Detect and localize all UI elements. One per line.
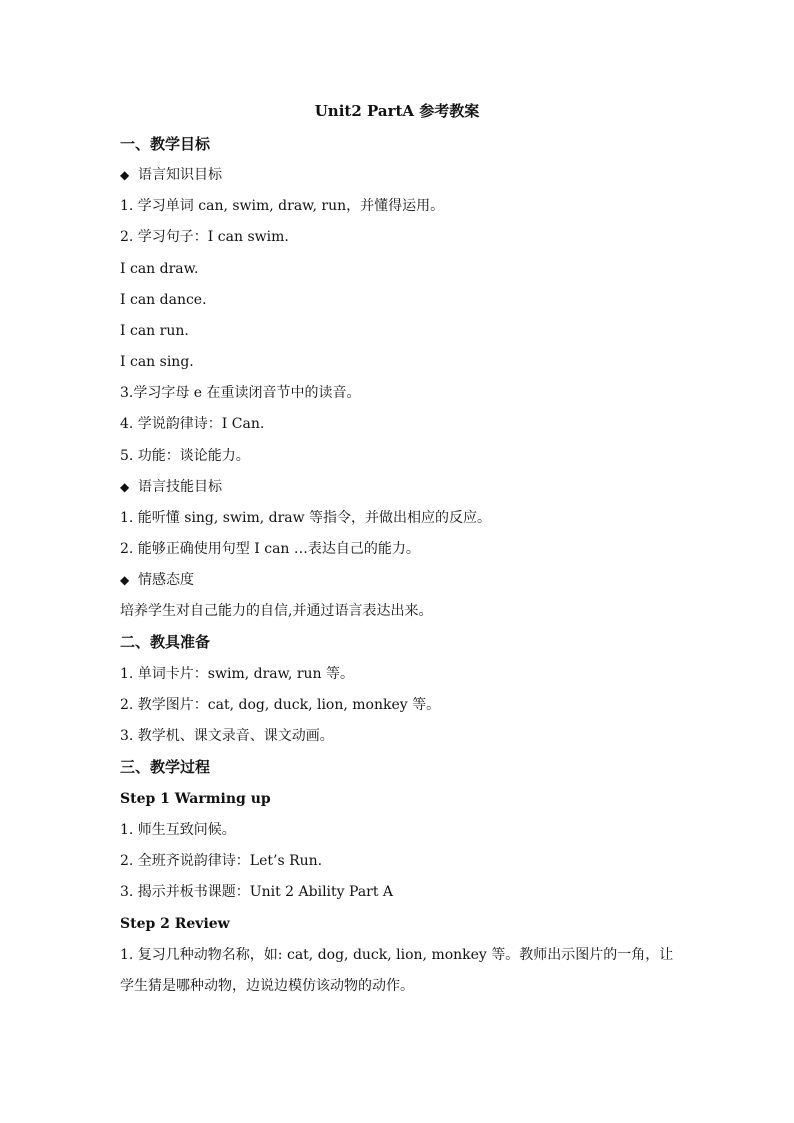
sentence-line: I can dance. (120, 292, 207, 308)
paragraph: 1. 复习几种动物名称，如: cat, dog, duck, lion, monkey 等。教师出示图片的一角，让学生猜是哪种动物，边说边模仿该动物的动作。 (120, 947, 674, 994)
section-heading-materials: 二、教具准备 (120, 633, 211, 651)
paragraph: 培养学生对自己能力的自信,并通过语言表达出来。 (120, 603, 433, 619)
section-heading-goals: 一、教学目标 (120, 135, 211, 153)
diamond-bullet-icon: ◆ (120, 168, 130, 182)
list-item: 1. 单词卡片：swim, draw, run 等。 (120, 666, 355, 682)
list-item: 5. 功能：谈论能力。 (120, 448, 250, 464)
list-item: 2. 学习句子：I can swim. (120, 229, 289, 245)
document-title: Unit2 PartA 参考教案 (314, 102, 480, 120)
subheading-attitude (120, 569, 680, 591)
step-heading: Step 1 Warming up (120, 791, 271, 807)
step-heading: Step 2 Review (120, 916, 230, 932)
list-item: 3. 揭示并板书课题：Unit 2 Ability Part A (120, 884, 394, 900)
sentence-line: I can draw. (120, 261, 199, 277)
list-item: 1. 能听懂 sing, swim, draw 等指令，并做出相应的反应。 (120, 510, 492, 526)
diamond-bullet-icon: ◆ (120, 480, 130, 494)
subheading-label: 语言技能目标 (138, 479, 222, 495)
list-item: 3.学习字母 e 在重读闭音节中的读音。 (120, 385, 361, 401)
subheading-language-knowledge (120, 164, 680, 186)
subheading-label: 语言知识目标 (138, 167, 222, 183)
list-item: 1. 学习单词 can, swim, draw, run，并懂得运用。 (120, 198, 445, 214)
sentence-line: I can run. (120, 323, 189, 339)
subheading-language-skills (120, 476, 680, 498)
list-item: 4. 学说韵律诗：I Can. (120, 416, 265, 432)
diamond-bullet-icon: ◆ (120, 573, 130, 587)
list-item: 3. 教学机、课文录音、课文动画。 (120, 728, 334, 744)
subheading-label: 情感态度 (138, 572, 194, 588)
list-item: 2. 教学图片：cat, dog, duck, lion, monkey 等。 (120, 697, 441, 713)
sentence-line: I can sing. (120, 354, 194, 370)
list-item: 1. 师生互致问候。 (120, 822, 236, 838)
list-item: 2. 全班齐说韵律诗：Let’s Run. (120, 853, 323, 869)
section-heading-process: 三、教学过程 (120, 758, 211, 776)
list-item: 2. 能够正确使用句型 I can …表达自己的能力。 (120, 541, 420, 557)
